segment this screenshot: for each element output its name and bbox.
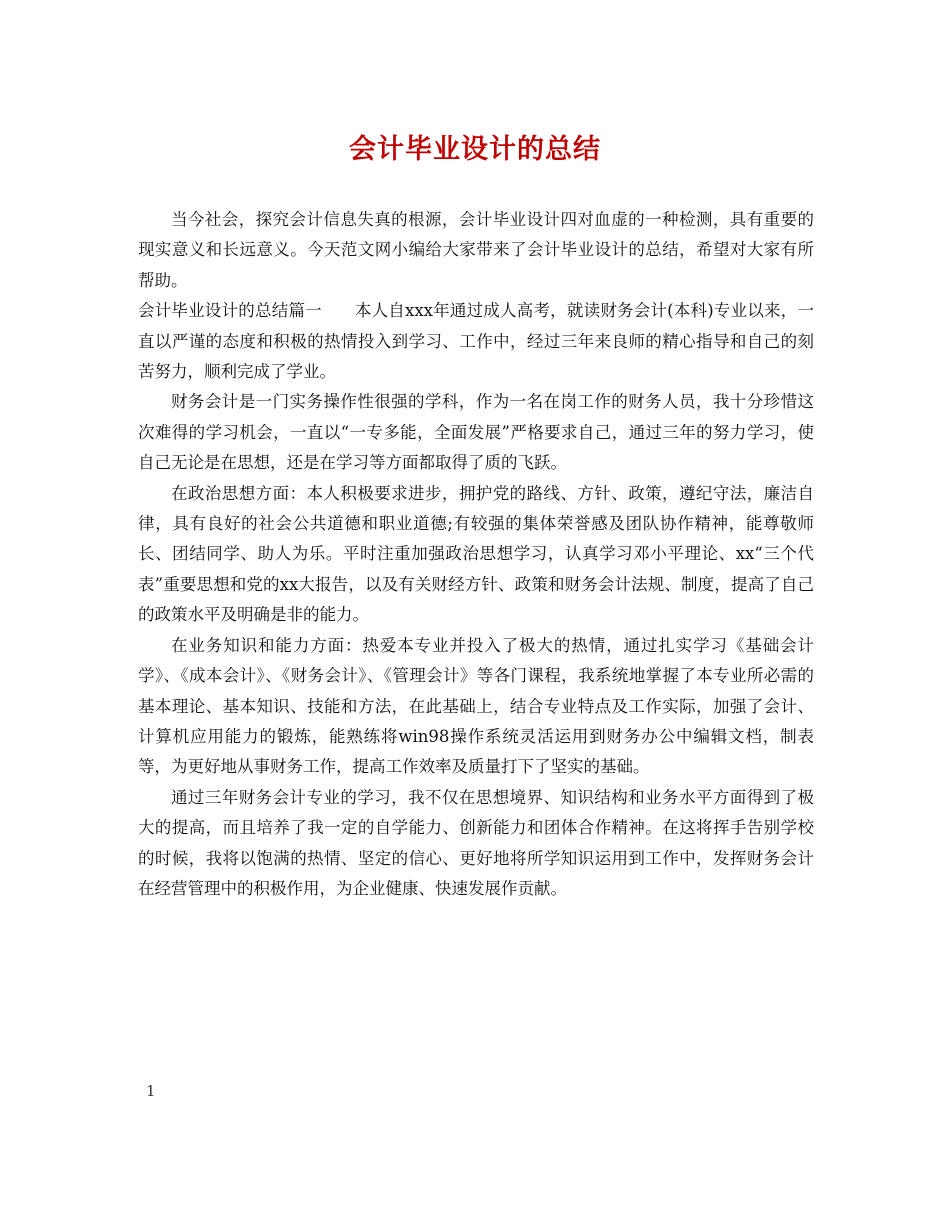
section-first-text: 本人自xxx年通过成人高考，就读财务会计(本科)专业以来，一直以严谨的态度和积极的热情投入到学习、工作中，经过三年来良师的精心指导和自己的刻苦努力，顺利完成了学业。 (138, 301, 814, 382)
page-number: 1 (146, 1082, 156, 1100)
body-paragraph: 通过三年财务会计专业的学习，我不仅在思想境界、知识结构和业务水平方面得到了极大的提高，而且培养了我一定的自学能力、创新能力和团体合作精神。在这将挥手告别学校的时候，我将以饱满的热情、坚定的信心、更好地将所学知识运用到工作中，发挥财务会计在经营管理中的积极作用，为企业健康、快速发展作贡献。 (138, 787, 814, 898)
body-paragraph: 在政治思想方面：本人积极要求进步，拥护党的路线、方针、政策，遵纪守法，廉洁自律，具有良好的社会公共道德和职业道德;有较强的集体荣誉感及团队协作精神，能尊敬师长、团结同学、助人为乐。平时注重加强政治思想学习，认真学习邓小平理论、xx“三个代表”重要思想和党的xx大报告，以及有关财经方针、政策和财务会计法规、制度，提高了自己的政策水平及明确是非的能力。 (138, 483, 814, 625)
section-one-paragraph (138, 296, 814, 387)
body-paragraph: 在业务知识和能力方面：热爱本专业并投入了极大的热情，通过扎实学习《基础会计学》、《成本会计》、《财务会计》、《管理会计》等各门课程，我系统地掌握了本专业所必需的基本理论、基本知识、技能和方法，在此基础上，结合专业特点及工作实际，加强了会计、计算机应用能力的锻炼，能熟练将win98操作系统灵活运用到财务办公中编辑文档，制表等，为更好地从事财务工作，提高工作效率及质量打下了坚实的基础。 (138, 635, 814, 777)
intro-paragraph: 当今社会，探究会计信息失真的根源，会计毕业设计四对血虚的一种检测，具有重要的现实意义和长远意义。今天范文网小编给大家带来了会计毕业设计的总结，希望对大家有所帮助。 (138, 210, 814, 290)
body-paragraph: 财务会计是一门实务操作性很强的学科，作为一名在岗工作的财务人员，我十分珍惜这次难得的学习机会，一直以“一专多能，全面发展”严格要求自己，通过三年的努力学习，使自己无论是在思想，还是在学习等方面都取得了质的飞跃。 (138, 392, 814, 473)
document-body (138, 205, 814, 904)
document-title: 会计毕业设计的总结 (349, 134, 601, 165)
section-heading: 会计毕业设计的总结篇一 (138, 301, 322, 321)
